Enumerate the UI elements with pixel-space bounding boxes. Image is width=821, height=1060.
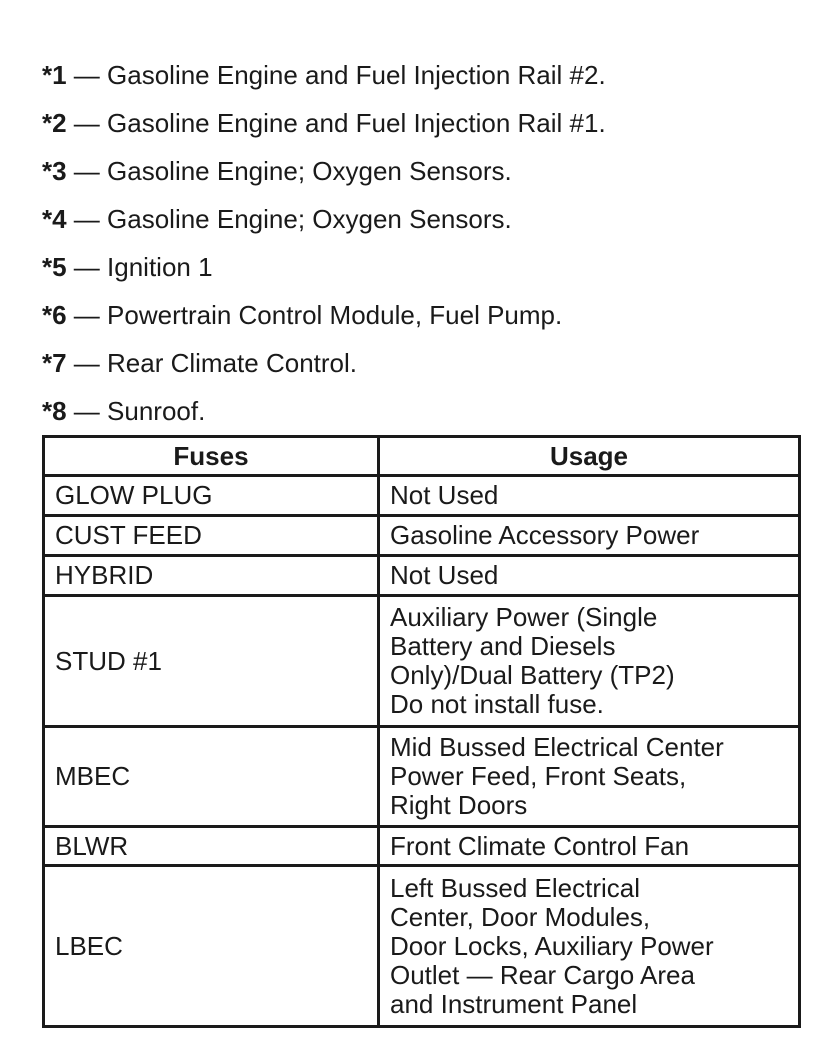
usage-line: Do not install fuse. (390, 689, 604, 719)
footnote-item (42, 104, 606, 152)
usage-line: Mid Bussed Electrical Center (390, 732, 724, 762)
usage-cell (379, 866, 800, 1027)
fuse-name-cell: HYBRID (44, 556, 379, 596)
footnote-marker: *4 (42, 204, 67, 234)
table-row (44, 596, 800, 727)
footnote-text: — Sunroof. (66, 396, 206, 426)
usage-line: Outlet — Rear Cargo Area (390, 959, 695, 990)
footnote-marker: *3 (42, 156, 67, 186)
usage-line: Only)/Dual Battery (TP2) (390, 660, 675, 690)
footnote-marker: *1 (42, 60, 67, 90)
column-header-usage: Usage (379, 437, 800, 476)
usage-line: Center, Door Modules, (390, 901, 651, 932)
fuse-name-cell: MBEC (44, 727, 379, 827)
usage-cell (379, 596, 800, 727)
usage-line: and Instrument Panel (390, 988, 638, 1019)
footnote-text: — Gasoline Engine and Fuel Injection Rail #1. (66, 108, 606, 138)
footnote-text: — Gasoline Engine; Oxygen Sensors. (66, 156, 512, 186)
footnote-text: — Rear Climate Control. (66, 348, 357, 378)
usage-line: Right Doors (390, 790, 528, 820)
footnote-list (42, 56, 606, 440)
usage-line: Auxiliary Power (Single (390, 602, 658, 632)
footnote-text: — Gasoline Engine and Fuel Injection Rail #2. (66, 60, 606, 90)
footnote-item (42, 344, 606, 392)
footnote-item (42, 392, 606, 440)
table-row (44, 866, 800, 1027)
table-row (44, 727, 800, 827)
table-header-row (44, 437, 800, 476)
usage-line: Left Bussed Electrical (390, 872, 641, 903)
footnote-text: — Ignition 1 (66, 252, 213, 282)
usage-line: Not Used (390, 480, 499, 510)
fuse-name-cell: STUD #1 (44, 596, 379, 727)
footnote-marker: *6 (42, 300, 67, 330)
footnote-item (42, 296, 606, 344)
usage-line: Door Locks, Auxiliary Power (390, 930, 714, 961)
usage-cell (379, 556, 800, 596)
fuse-usage-table (42, 435, 801, 1028)
column-header-fuses: Fuses (44, 437, 379, 476)
usage-line: Front Climate Control Fan (390, 830, 690, 861)
table-row (44, 516, 800, 556)
usage-line: Battery and Diesels (390, 631, 616, 661)
footnote-item (42, 248, 606, 296)
usage-line: Power Feed, Front Seats, (390, 761, 687, 791)
footnote-item (42, 200, 606, 248)
footnote-item (42, 56, 606, 104)
table-row (44, 476, 800, 516)
footnote-marker: *8 (42, 396, 67, 426)
usage-line: Not Used (390, 560, 499, 590)
footnote-marker: *7 (42, 348, 67, 378)
usage-cell (379, 827, 800, 866)
table-row (44, 556, 800, 596)
usage-cell (379, 476, 800, 516)
fuse-name-cell: CUST FEED (44, 516, 379, 556)
footnote-marker: *2 (42, 108, 67, 138)
usage-cell (379, 727, 800, 827)
fuse-name-cell: LBEC (44, 866, 379, 1027)
fuse-name-cell: GLOW PLUG (44, 476, 379, 516)
footnote-text: — Powertrain Control Module, Fuel Pump. (66, 300, 563, 330)
footnote-marker: *5 (42, 252, 67, 282)
table-row (44, 827, 800, 866)
fuse-name-cell: BLWR (44, 827, 379, 866)
usage-line: Gasoline Accessory Power (390, 520, 700, 550)
footnote-item (42, 152, 606, 200)
usage-cell (379, 516, 800, 556)
footnote-text: — Gasoline Engine; Oxygen Sensors. (66, 204, 512, 234)
